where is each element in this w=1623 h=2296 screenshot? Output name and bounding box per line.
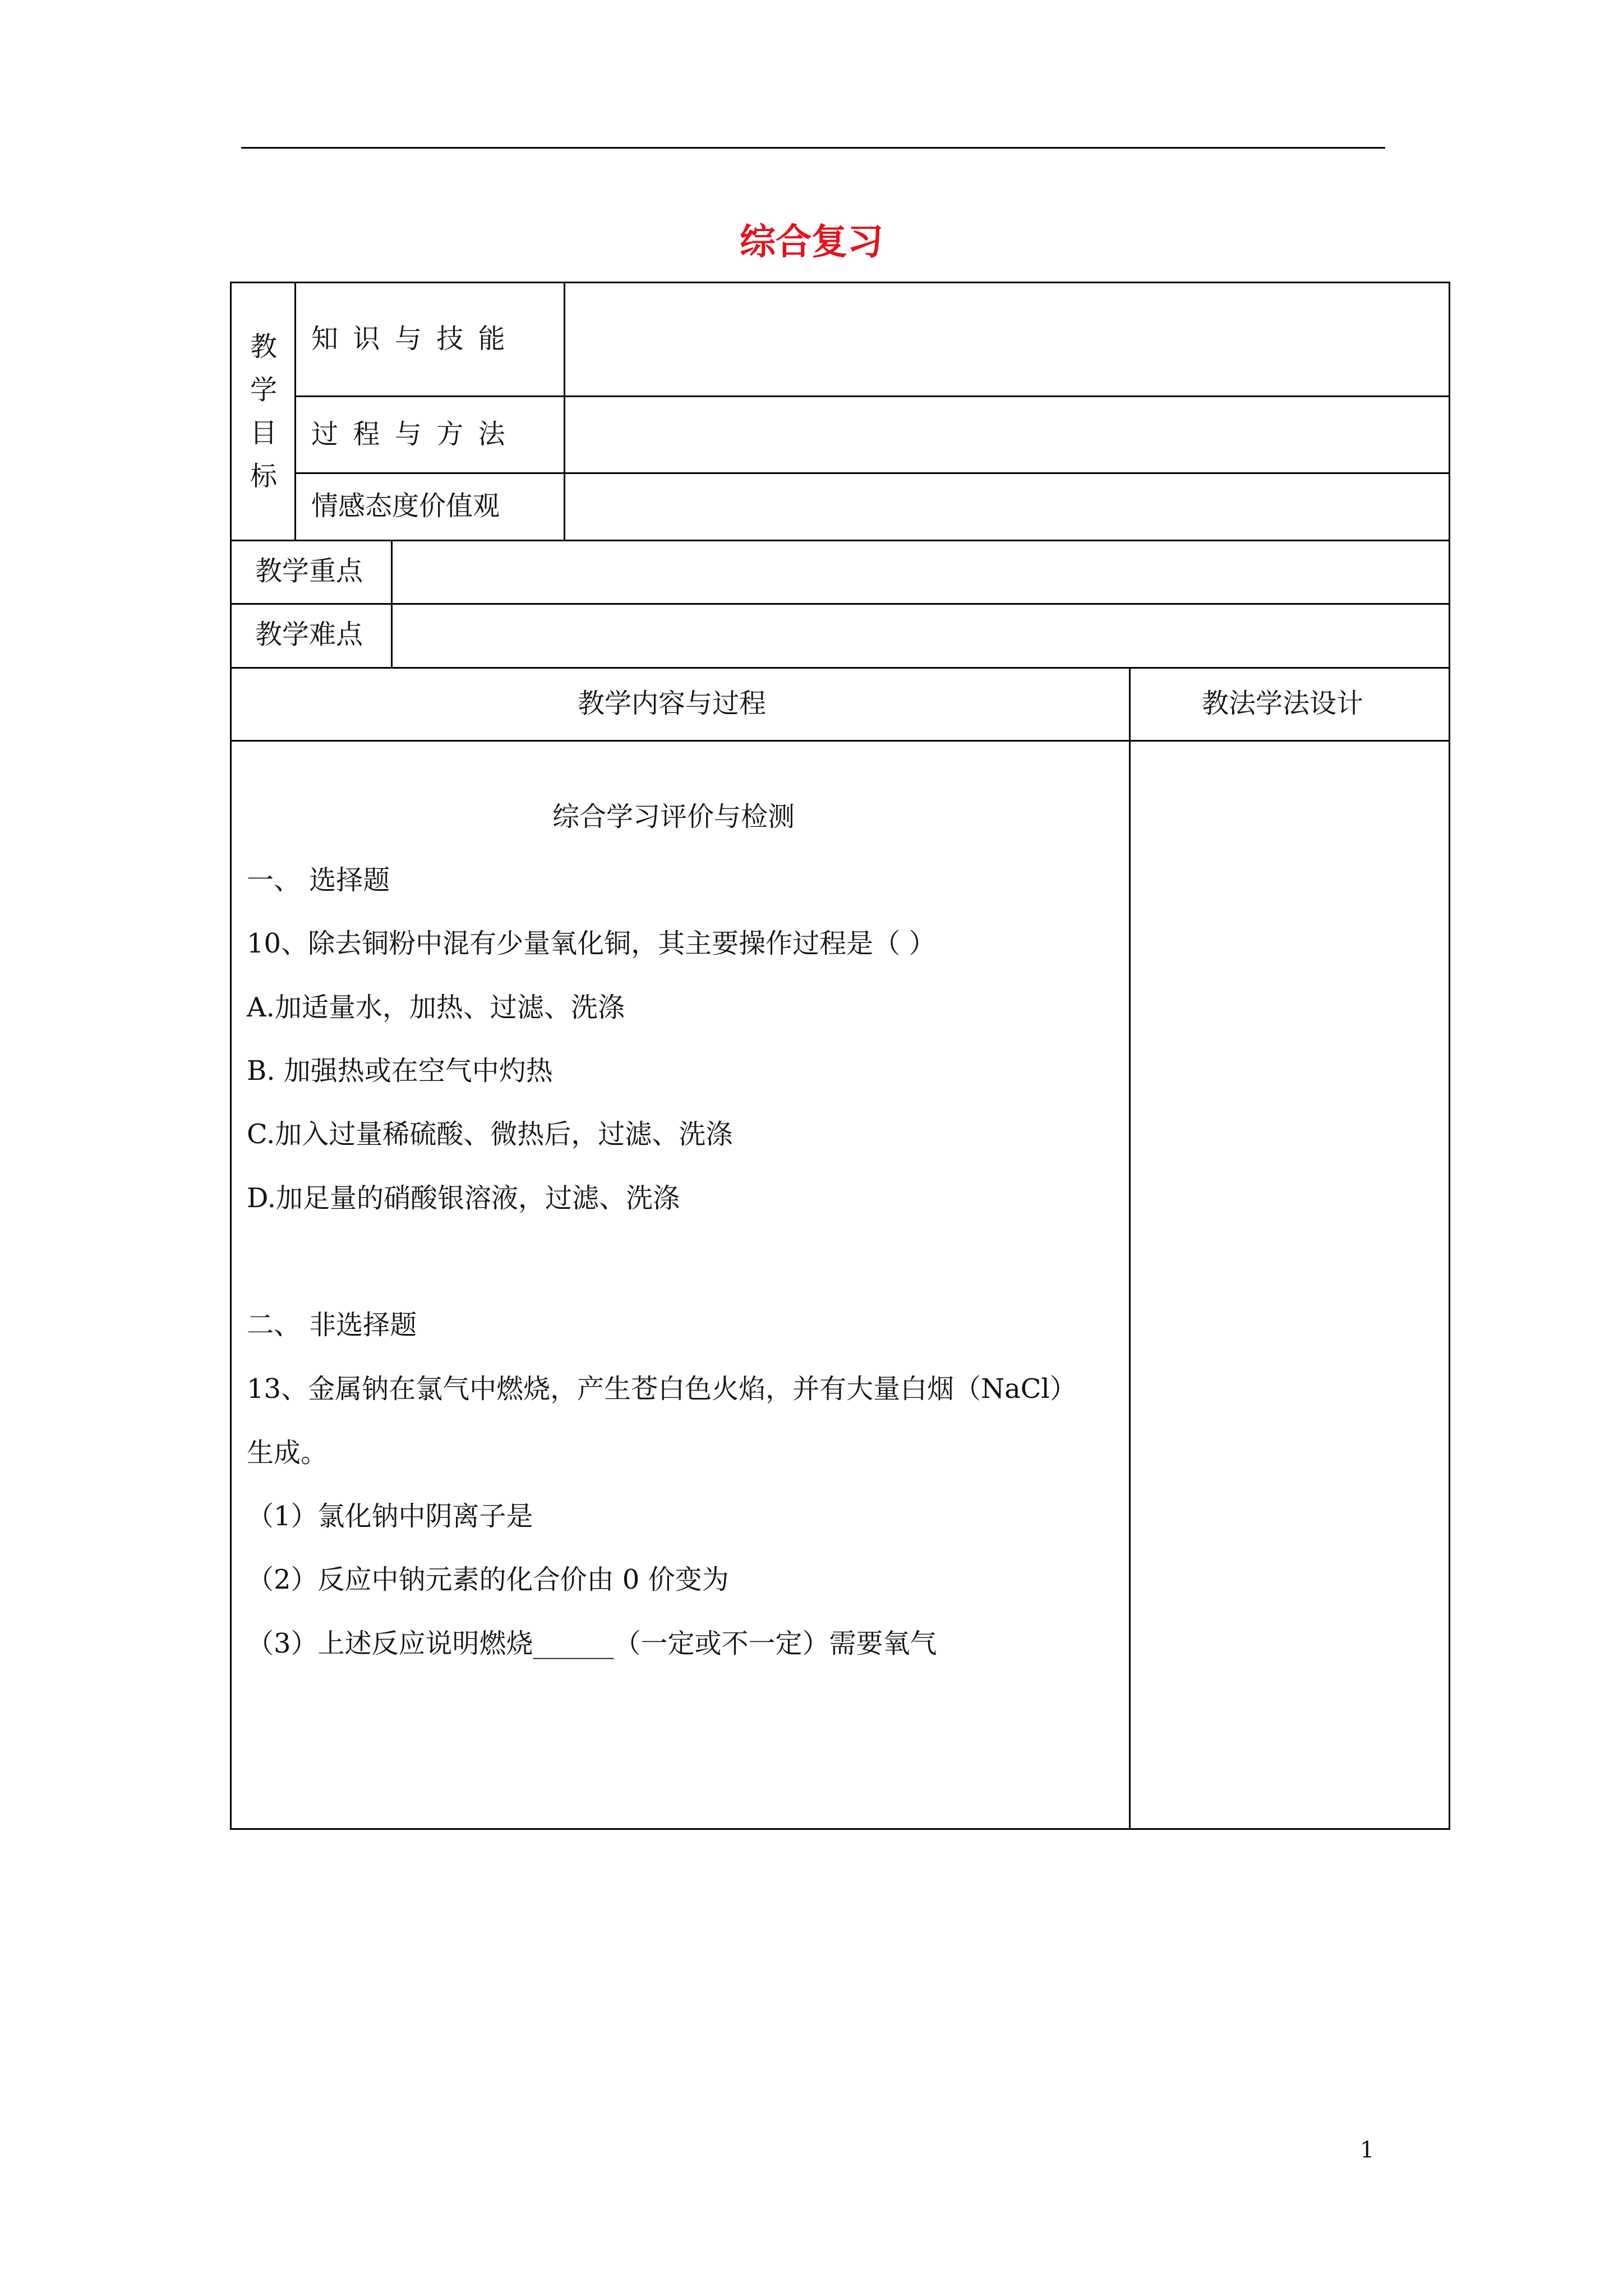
table-border-left (230, 282, 232, 1830)
question-13-part-2: （2）反应中钠元素的化合价由 0 价变为 (247, 1564, 729, 1595)
option-d: D.加足量的硝酸银溶液，过滤、洗涤 (247, 1182, 680, 1214)
page-title: 综合复习 (740, 222, 883, 263)
option-c: C.加入过量稀硫酸、微热后，过滤、洗涤 (247, 1119, 733, 1150)
table-border-bottom (230, 1828, 1450, 1830)
question-13-part-1: （1）氯化钠中阴离子是 (247, 1501, 533, 1532)
divider (294, 282, 296, 540)
question-13-part-3: （3）上述反应说明燃烧______（一定或不一定）需要氧气 (247, 1628, 937, 1659)
question-13-line-2: 生成。 (247, 1437, 328, 1469)
objective-label-knowledge: 知识与技能 (311, 323, 520, 355)
side-label-char: 标 (250, 461, 277, 492)
page-number: 1 (1360, 2137, 1375, 2163)
divider (564, 282, 565, 540)
key-points-label: 教学重点 (255, 555, 363, 587)
header-rule (241, 147, 1385, 149)
divider (1129, 667, 1131, 1830)
divider (230, 740, 1450, 742)
option-a: A.加适量水，加热、过滤、洗涤 (247, 992, 625, 1023)
content-subtitle: 综合学习评价与检测 (552, 801, 795, 832)
table-border-right (1449, 282, 1450, 1830)
divider (294, 395, 1450, 397)
question-10: 10、除去铜粉中混有少量氧化铜，其主要操作过程是（ ） (247, 928, 936, 959)
objective-label-process: 过程与方法 (311, 418, 520, 450)
objective-label-attitude: 情感态度价值观 (311, 490, 500, 522)
option-b: B. 加强热或在空气中灼热 (247, 1055, 553, 1087)
divider (230, 540, 1450, 541)
difficulties-label: 教学难点 (255, 619, 363, 650)
divider (294, 472, 1450, 474)
side-label-char: 教 (250, 331, 277, 362)
section-heading-choice: 一、 选择题 (247, 864, 390, 896)
table-border-top (230, 282, 1450, 283)
section-heading-non-choice: 二、 非选择题 (247, 1309, 417, 1341)
objectives-side-label (247, 325, 280, 498)
side-label-char: 目 (250, 417, 277, 449)
divider (230, 667, 1450, 669)
divider (230, 603, 1450, 605)
question-13-line-1: 13、金属钠在氯气中燃烧，产生苍白色火焰，并有大量白烟（NaCl） (247, 1373, 1077, 1405)
side-label-char: 学 (250, 374, 277, 406)
column-header-process: 教学内容与过程 (578, 688, 767, 719)
column-header-method: 教法学法设计 (1202, 688, 1364, 719)
